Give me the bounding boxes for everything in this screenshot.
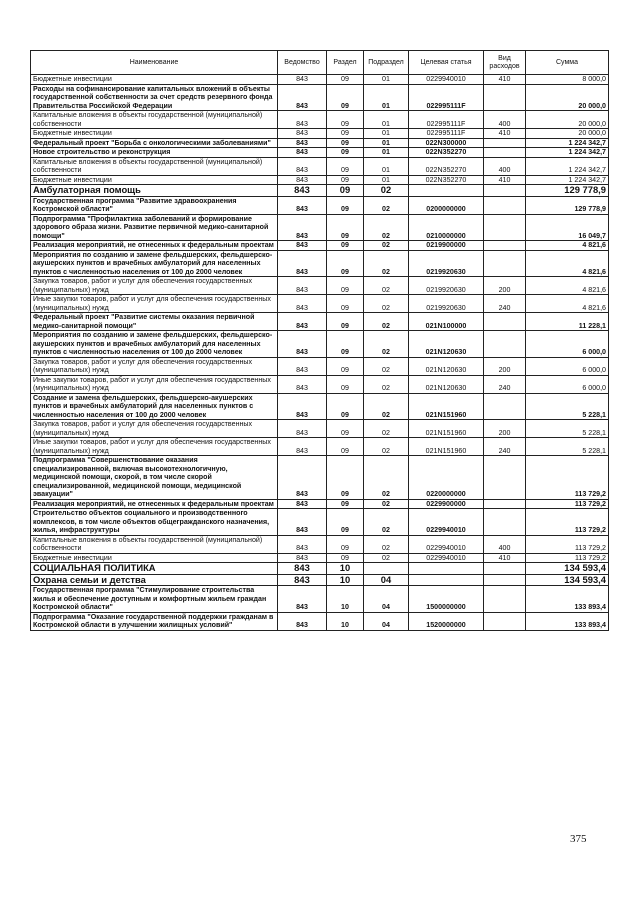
cell-target-article <box>409 563 484 575</box>
cell-section: 09 <box>327 499 364 509</box>
cell-section: 09 <box>327 241 364 251</box>
table-row <box>31 375 609 393</box>
cell-subsection: 01 <box>364 84 409 111</box>
cell-department: 843 <box>278 375 327 393</box>
cell-name: Создание и замена фельдшерских, фельдшерско-акушерских пунктов и врачебных амбулаторий для населенных пунктов с численностью населения от 100 до 2000 человек <box>31 393 278 420</box>
cell-amount: 6 000,0 <box>526 375 609 393</box>
cell-amount: 133 893,4 <box>526 612 609 630</box>
cell-subsection: 02 <box>364 241 409 251</box>
cell-amount: 11 228,1 <box>526 313 609 331</box>
cell-subsection: 02 <box>364 313 409 331</box>
table-row <box>31 175 609 185</box>
cell-name: Федеральный проект "Развитие системы оказания первичной медико-санитарной помощи" <box>31 313 278 331</box>
table-row <box>31 586 609 613</box>
cell-section: 09 <box>327 75 364 85</box>
table-row <box>31 84 609 111</box>
table-row <box>31 313 609 331</box>
cell-subsection: 02 <box>364 295 409 313</box>
cell-subsection: 01 <box>364 138 409 148</box>
cell-department: 843 <box>278 75 327 85</box>
cell-amount: 20 000,0 <box>526 84 609 111</box>
table-row <box>31 553 609 563</box>
cell-amount: 1 224 342,7 <box>526 157 609 175</box>
cell-department: 843 <box>278 331 327 358</box>
cell-amount: 4 821,6 <box>526 241 609 251</box>
cell-subsection: 02 <box>364 535 409 553</box>
cell-subsection: 01 <box>364 129 409 139</box>
cell-expense-type: 400 <box>484 111 526 129</box>
cell-department: 843 <box>278 357 327 375</box>
cell-amount: 5 228,1 <box>526 393 609 420</box>
cell-expense-type <box>484 331 526 358</box>
cell-department: 843 <box>278 295 327 313</box>
table-row <box>31 277 609 295</box>
cell-amount: 129 778,9 <box>526 196 609 214</box>
cell-expense-type <box>484 214 526 241</box>
cell-expense-type: 410 <box>484 75 526 85</box>
cell-section: 09 <box>327 438 364 456</box>
cell-target-article: 0219920630 <box>409 277 484 295</box>
table-row <box>31 563 609 575</box>
table-row <box>31 357 609 375</box>
cell-subsection: 02 <box>364 553 409 563</box>
cell-target-article: 022995111F <box>409 84 484 111</box>
cell-name: Реализация мероприятий, не отнесенных к федеральным проектам <box>31 499 278 509</box>
cell-expense-type <box>484 563 526 575</box>
cell-expense-type: 200 <box>484 357 526 375</box>
cell-amount: 133 893,4 <box>526 586 609 613</box>
table-row <box>31 535 609 553</box>
cell-section: 09 <box>327 129 364 139</box>
cell-subsection: 02 <box>364 393 409 420</box>
cell-department: 843 <box>278 420 327 438</box>
cell-department: 843 <box>278 157 327 175</box>
cell-target-article: 0200000000 <box>409 196 484 214</box>
header-subsection: Подраздел <box>364 51 409 75</box>
cell-amount: 134 593,4 <box>526 574 609 586</box>
cell-target-article: 022N352270 <box>409 148 484 158</box>
cell-subsection: 02 <box>364 250 409 277</box>
cell-expense-type <box>484 313 526 331</box>
cell-expense-type: 240 <box>484 295 526 313</box>
cell-section: 09 <box>327 553 364 563</box>
cell-name: Иные закупки товаров, работ и услуг для обеспечения государственных (муниципальных) нужд <box>31 438 278 456</box>
table-header-row <box>31 51 609 75</box>
cell-target-article: 1520000000 <box>409 612 484 630</box>
header-expense-type: Вид расходов <box>484 51 526 75</box>
cell-department: 843 <box>278 148 327 158</box>
cell-name: Подпрограмма "Профилактика заболеваний и формирование здорового образа жизни. Развитие первичной медико-санитарной помощи" <box>31 214 278 241</box>
header-section: Раздел <box>327 51 364 75</box>
table-row <box>31 138 609 148</box>
cell-expense-type <box>484 612 526 630</box>
cell-section: 09 <box>327 313 364 331</box>
table-row <box>31 499 609 509</box>
table-row <box>31 612 609 630</box>
table-row <box>31 241 609 251</box>
cell-subsection: 04 <box>364 586 409 613</box>
cell-target-article: 0219920630 <box>409 250 484 277</box>
cell-name: Реализация мероприятий, не отнесенных к федеральным проектам <box>31 241 278 251</box>
cell-section: 10 <box>327 612 364 630</box>
cell-department: 843 <box>278 586 327 613</box>
cell-department: 843 <box>278 138 327 148</box>
cell-target-article: 022N352270 <box>409 175 484 185</box>
cell-subsection: 02 <box>364 331 409 358</box>
cell-section: 09 <box>327 357 364 375</box>
cell-target-article: 1500000000 <box>409 586 484 613</box>
cell-subsection: 01 <box>364 75 409 85</box>
cell-department: 843 <box>278 553 327 563</box>
cell-target-article: 021N151960 <box>409 393 484 420</box>
cell-amount: 20 000,0 <box>526 111 609 129</box>
table-row <box>31 393 609 420</box>
cell-department: 843 <box>278 250 327 277</box>
cell-expense-type: 410 <box>484 129 526 139</box>
header-name: Наименование <box>31 51 278 75</box>
cell-name: Подпрограмма "Оказание государственной поддержки гражданам в Костромской области в улучшении жилищных условий" <box>31 612 278 630</box>
cell-section: 10 <box>327 574 364 586</box>
cell-amount: 16 049,7 <box>526 214 609 241</box>
cell-expense-type <box>484 241 526 251</box>
cell-department: 843 <box>278 185 327 197</box>
cell-department: 843 <box>278 313 327 331</box>
cell-section: 09 <box>327 375 364 393</box>
cell-expense-type <box>484 393 526 420</box>
cell-section: 09 <box>327 138 364 148</box>
table-row <box>31 214 609 241</box>
cell-amount: 4 821,6 <box>526 277 609 295</box>
table-row <box>31 157 609 175</box>
cell-name: Расходы на софинансирование капитальных вложений в объекты государственной собственности за счет средств резервного фонда Правительства Российской Федерации <box>31 84 278 111</box>
cell-subsection: 01 <box>364 148 409 158</box>
cell-expense-type <box>484 456 526 500</box>
cell-department: 843 <box>278 499 327 509</box>
cell-amount: 1 224 342,7 <box>526 175 609 185</box>
cell-target-article: 0219920630 <box>409 295 484 313</box>
cell-expense-type: 240 <box>484 375 526 393</box>
cell-expense-type <box>484 138 526 148</box>
cell-section: 09 <box>327 295 364 313</box>
cell-name: Охрана семьи и детства <box>31 574 278 586</box>
cell-target-article: 022995111F <box>409 129 484 139</box>
cell-name: Бюджетные инвестиции <box>31 553 278 563</box>
cell-subsection: 01 <box>364 111 409 129</box>
cell-target-article: 021N120630 <box>409 375 484 393</box>
cell-amount: 1 224 342,7 <box>526 138 609 148</box>
table-row <box>31 574 609 586</box>
cell-target-article: 0229940010 <box>409 535 484 553</box>
table-row <box>31 129 609 139</box>
table-row <box>31 148 609 158</box>
cell-name: Закупка товаров, работ и услуг для обеспечения государственных (муниципальных) нужд <box>31 277 278 295</box>
cell-section: 09 <box>327 175 364 185</box>
cell-section: 09 <box>327 393 364 420</box>
cell-name: Строительство объектов социального и производственного комплексов, в том числе объектов общегражданского назначения, жилья, инфраструктуры <box>31 509 278 536</box>
table-row <box>31 456 609 500</box>
cell-expense-type <box>484 148 526 158</box>
cell-section: 09 <box>327 185 364 197</box>
cell-expense-type: 400 <box>484 535 526 553</box>
cell-subsection: 01 <box>364 175 409 185</box>
cell-amount: 113 729,2 <box>526 499 609 509</box>
cell-name: Бюджетные инвестиции <box>31 75 278 85</box>
cell-department: 843 <box>278 129 327 139</box>
cell-section: 09 <box>327 196 364 214</box>
cell-expense-type <box>484 586 526 613</box>
cell-department: 843 <box>278 111 327 129</box>
budget-table-container <box>30 50 608 631</box>
cell-department: 843 <box>278 456 327 500</box>
cell-department: 843 <box>278 277 327 295</box>
cell-target-article: 021N120630 <box>409 357 484 375</box>
cell-target-article: 021N151960 <box>409 438 484 456</box>
cell-expense-type <box>484 509 526 536</box>
cell-subsection: 02 <box>364 499 409 509</box>
cell-amount: 6 000,0 <box>526 357 609 375</box>
cell-section: 09 <box>327 277 364 295</box>
cell-amount: 113 729,2 <box>526 509 609 536</box>
cell-section: 09 <box>327 111 364 129</box>
cell-department: 843 <box>278 196 327 214</box>
cell-name: Иные закупки товаров, работ и услуг для обеспечения государственных (муниципальных) нужд <box>31 375 278 393</box>
cell-target-article: 0220000000 <box>409 456 484 500</box>
cell-name: Иные закупки товаров, работ и услуг для обеспечения государственных (муниципальных) нужд <box>31 295 278 313</box>
cell-expense-type <box>484 196 526 214</box>
cell-subsection: 02 <box>364 420 409 438</box>
cell-subsection: 02 <box>364 375 409 393</box>
cell-expense-type: 410 <box>484 175 526 185</box>
cell-name: Мероприятия по созданию и замене фельдшерских, фельдшерско-акушерских пунктов и врачебных амбулаторий для населенных пунктов с численностью населения от 100 до 2000 человек <box>31 331 278 358</box>
cell-target-article: 0229940010 <box>409 509 484 536</box>
cell-amount: 134 593,4 <box>526 563 609 575</box>
cell-section: 09 <box>327 148 364 158</box>
cell-name: СОЦИАЛЬНАЯ ПОЛИТИКА <box>31 563 278 575</box>
cell-name: Амбулаторная помощь <box>31 185 278 197</box>
table-row <box>31 185 609 197</box>
cell-target-article: 0219900000 <box>409 241 484 251</box>
cell-expense-type <box>484 84 526 111</box>
table-row <box>31 295 609 313</box>
header-amount: Сумма <box>526 51 609 75</box>
cell-department: 843 <box>278 393 327 420</box>
table-row <box>31 111 609 129</box>
page-number: 375 <box>570 833 587 845</box>
cell-expense-type <box>484 250 526 277</box>
cell-amount: 5 228,1 <box>526 420 609 438</box>
cell-amount: 113 729,2 <box>526 553 609 563</box>
cell-department: 843 <box>278 509 327 536</box>
cell-target-article: 0229940010 <box>409 553 484 563</box>
cell-department: 843 <box>278 563 327 575</box>
cell-target-article: 0229940010 <box>409 75 484 85</box>
cell-amount: 6 000,0 <box>526 331 609 358</box>
cell-name: Капитальные вложения в объекты государственной (муниципальной) собственности <box>31 535 278 553</box>
cell-section: 09 <box>327 250 364 277</box>
cell-subsection: 02 <box>364 456 409 500</box>
cell-department: 843 <box>278 241 327 251</box>
table-row <box>31 509 609 536</box>
cell-amount: 20 000,0 <box>526 129 609 139</box>
cell-target-article: 021N151960 <box>409 420 484 438</box>
cell-amount: 4 821,6 <box>526 295 609 313</box>
cell-subsection: 04 <box>364 574 409 586</box>
cell-name: Капитальные вложения в объекты государственной (муниципальной) собственности <box>31 111 278 129</box>
cell-amount: 8 000,0 <box>526 75 609 85</box>
cell-amount: 5 228,1 <box>526 438 609 456</box>
cell-name: Бюджетные инвестиции <box>31 175 278 185</box>
cell-name: Государственная программа "Стимулирование строительства жилья и обеспечение доступным и комфортным жильем граждан Костромской области" <box>31 586 278 613</box>
cell-name: Капитальные вложения в объекты государственной (муниципальной) собственности <box>31 157 278 175</box>
cell-department: 843 <box>278 574 327 586</box>
cell-target-article: 022N352270 <box>409 157 484 175</box>
cell-target-article: 022N300000 <box>409 138 484 148</box>
header-target-article: Целевая статья <box>409 51 484 75</box>
cell-section: 09 <box>327 331 364 358</box>
cell-section: 09 <box>327 214 364 241</box>
table-body <box>31 75 609 631</box>
cell-section: 09 <box>327 509 364 536</box>
cell-subsection: 01 <box>364 157 409 175</box>
cell-subsection: 02 <box>364 277 409 295</box>
cell-department: 843 <box>278 438 327 456</box>
cell-subsection: 02 <box>364 185 409 197</box>
table-row <box>31 250 609 277</box>
cell-amount: 113 729,2 <box>526 535 609 553</box>
cell-subsection: 04 <box>364 612 409 630</box>
cell-subsection: 02 <box>364 357 409 375</box>
cell-target-article <box>409 574 484 586</box>
cell-subsection: 02 <box>364 509 409 536</box>
cell-department: 843 <box>278 214 327 241</box>
cell-name: Бюджетные инвестиции <box>31 129 278 139</box>
cell-subsection <box>364 563 409 575</box>
cell-section: 09 <box>327 456 364 500</box>
cell-section: 10 <box>327 586 364 613</box>
cell-name: Новое строительство и реконструкция <box>31 148 278 158</box>
cell-amount: 113 729,2 <box>526 456 609 500</box>
cell-section: 09 <box>327 84 364 111</box>
cell-name: Закупка товаров, работ и услуг для обеспечения государственных (муниципальных) нужд <box>31 357 278 375</box>
cell-expense-type: 410 <box>484 553 526 563</box>
cell-section: 10 <box>327 563 364 575</box>
cell-target-article: 021N120630 <box>409 331 484 358</box>
cell-expense-type: 200 <box>484 420 526 438</box>
cell-target-article <box>409 185 484 197</box>
cell-target-article: 021N100000 <box>409 313 484 331</box>
cell-expense-type <box>484 185 526 197</box>
cell-expense-type <box>484 574 526 586</box>
cell-target-article: 022995111F <box>409 111 484 129</box>
cell-amount: 4 821,6 <box>526 250 609 277</box>
cell-expense-type <box>484 499 526 509</box>
cell-amount: 129 778,9 <box>526 185 609 197</box>
table-row <box>31 75 609 85</box>
table-row <box>31 331 609 358</box>
cell-subsection: 02 <box>364 214 409 241</box>
cell-expense-type: 200 <box>484 277 526 295</box>
cell-expense-type: 400 <box>484 157 526 175</box>
cell-department: 843 <box>278 612 327 630</box>
cell-target-article: 0210000000 <box>409 214 484 241</box>
table-row <box>31 196 609 214</box>
cell-name: Подпрограмма "Совершенствование оказания специализированной, включая высокотехнологичную, медицинской помощи, скорой, в том числе скорой специализированной, медицинской помощи, медицинской эвакуации" <box>31 456 278 500</box>
cell-section: 09 <box>327 535 364 553</box>
cell-department: 843 <box>278 535 327 553</box>
cell-target-article: 0229900000 <box>409 499 484 509</box>
cell-department: 843 <box>278 84 327 111</box>
cell-section: 09 <box>327 420 364 438</box>
table-row <box>31 420 609 438</box>
cell-name: Федеральный проект "Борьба с онкологическими заболеваниями" <box>31 138 278 148</box>
cell-amount: 1 224 342,7 <box>526 148 609 158</box>
table-row <box>31 438 609 456</box>
cell-section: 09 <box>327 157 364 175</box>
cell-name: Закупка товаров, работ и услуг для обеспечения государственных (муниципальных) нужд <box>31 420 278 438</box>
cell-subsection: 02 <box>364 438 409 456</box>
header-department: Ведомство <box>278 51 327 75</box>
cell-subsection: 02 <box>364 196 409 214</box>
cell-name: Государственная программа "Развитие здравоохранения Костромской области" <box>31 196 278 214</box>
cell-name: Мероприятия по созданию и замене фельдшерских, фельдшерско-акушерских пунктов и врачебных амбулаторий для населенных пунктов с численностью населения от 100 до 2000 человек <box>31 250 278 277</box>
budget-table <box>30 50 609 631</box>
cell-expense-type: 240 <box>484 438 526 456</box>
cell-department: 843 <box>278 175 327 185</box>
